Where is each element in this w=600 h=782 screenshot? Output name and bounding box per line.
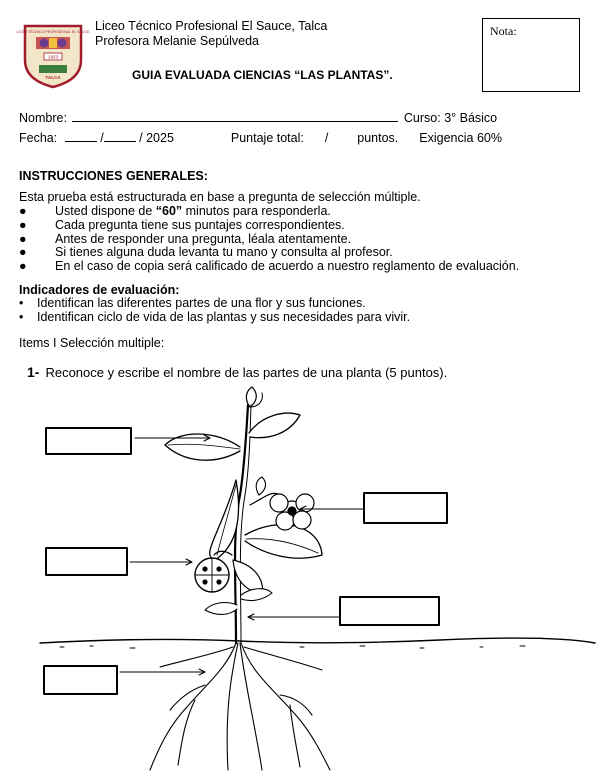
- answer-box-leaf[interactable]: [46, 428, 131, 454]
- instruction-time-value: “60”: [155, 204, 183, 218]
- logo-bottom-text: TALCA: [45, 75, 61, 80]
- indicators-title: Indicadores de evaluación:: [19, 283, 180, 297]
- date-day-blank[interactable]: [65, 129, 97, 142]
- answer-box-root[interactable]: [44, 666, 117, 694]
- ground-line: [40, 638, 595, 643]
- date-label: Fecha:: [19, 131, 58, 145]
- score-label: Puntaje total:: [230, 131, 304, 145]
- instruction-text: En el caso de copia será calificado de acuerdo a nuestro reglamento de evaluación.: [55, 259, 520, 273]
- school-logo: [16, 24, 90, 88]
- name-row: [19, 109, 497, 126]
- document-title: GUIA EVALUADA CIENCIAS “LAS PLANTAS”.: [132, 68, 393, 82]
- instruction-time-after: minutos para responderla.: [182, 204, 331, 218]
- instruction-item: [19, 218, 345, 233]
- ground-texture: [60, 646, 525, 648]
- date-year: / 2025: [139, 131, 174, 145]
- bullet-icon: ●: [19, 259, 27, 273]
- instruction-text: Cada pregunta tiene sus puntajes correspondientes.: [55, 218, 345, 232]
- bullet-icon: ●: [19, 204, 27, 218]
- flower-bud-icon: [256, 477, 265, 495]
- date-separator: /: [100, 131, 104, 145]
- instruction-item: [19, 245, 393, 260]
- question-1: [27, 364, 447, 380]
- leaf-icon: [249, 413, 300, 438]
- date-row: [19, 129, 502, 146]
- items-section-title: Items I Selección multiple:: [19, 336, 165, 350]
- instructions-title: INSTRUCCIONES GENERALES:: [19, 169, 208, 183]
- instruction-text: Antes de responder una pregunta, léala atentamente.: [55, 232, 352, 246]
- school-name: Liceo Técnico Profesional El Sauce, Talca: [95, 19, 328, 33]
- name-label: Nombre:: [19, 111, 67, 125]
- instruction-item: [19, 204, 331, 219]
- indicator-text: Identifican ciclo de vida de las plantas y sus necesidades para vivir.: [37, 310, 411, 324]
- indicator-item: [19, 310, 410, 325]
- course-label: Curso: 3° Básico: [403, 111, 498, 125]
- teacher-name: Profesora Melanie Sepúlveda: [95, 34, 259, 48]
- instruction-text: Si tienes alguna duda levanta tu mano y consulta al profesor.: [55, 245, 393, 259]
- date-month-blank[interactable]: [104, 129, 136, 142]
- bullet-icon: ●: [19, 218, 27, 232]
- bullet-icon: ●: [19, 232, 27, 246]
- bullet-icon: •: [19, 296, 24, 310]
- bullet-icon: •: [19, 310, 24, 324]
- grade-box[interactable]: [482, 18, 580, 92]
- indicator-item: [19, 296, 366, 311]
- answer-box-flower[interactable]: [364, 493, 447, 523]
- instructions-intro: Esta prueba está estructurada en base a pregunta de selección múltiple.: [19, 190, 421, 204]
- leaf-icon: [205, 603, 237, 615]
- bullet-icon: ●: [19, 245, 27, 259]
- instruction-item: [19, 259, 519, 274]
- answer-box-stem[interactable]: [340, 597, 439, 625]
- leaf-icon: [241, 589, 272, 601]
- question-text: Reconoce y escribe el nombre de las partes de una planta (5 puntos).: [45, 365, 448, 380]
- grade-label: Nota:: [490, 24, 517, 38]
- name-blank[interactable]: [72, 109, 398, 122]
- answer-box-fruit[interactable]: [46, 548, 127, 575]
- top-bud-icon: [246, 387, 256, 407]
- logo-top-text: LICEO TÉCNICO PROFESIONAL EL SAUCE: [16, 30, 90, 34]
- logo-mid-text: 1953: [47, 54, 59, 60]
- requirement-label: Exigencia 60%: [419, 131, 502, 145]
- roots-icon: [150, 643, 330, 770]
- instruction-time-before: Usted dispone de: [55, 204, 156, 218]
- question-number: 1-: [27, 364, 40, 380]
- score-unit: puntos.: [357, 131, 399, 145]
- indicator-text: Identifican las diferentes partes de una flor y sus funciones.: [37, 296, 366, 310]
- plant-diagram: [0, 385, 600, 777]
- score-separator: /: [324, 131, 329, 145]
